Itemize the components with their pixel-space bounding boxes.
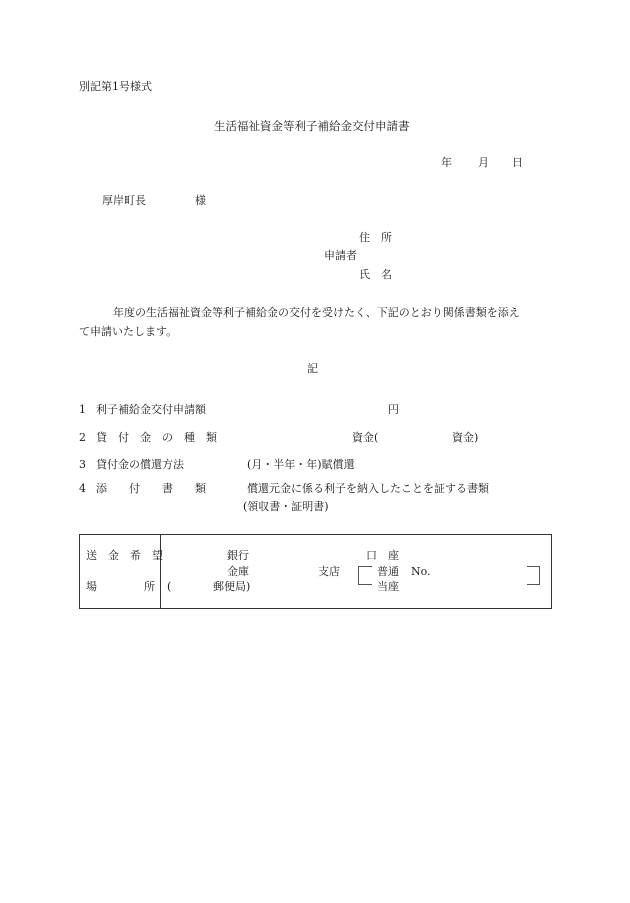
item-2-label: 貸 付 金 の 種 類	[96, 431, 217, 444]
account-type-bracket-left	[358, 566, 372, 585]
ki-heading: 記	[307, 362, 318, 375]
item-2-value-b: 資金)	[452, 431, 479, 444]
item-4-label: 添 付 書 類	[96, 482, 206, 495]
item-2-no: 2	[79, 431, 86, 444]
addressee-name: 厚岸町長	[102, 194, 146, 207]
body-text-line2: て申請いたします。	[79, 325, 178, 338]
item-4-no: 4	[79, 482, 86, 495]
remit-label-line2-a: 場	[86, 580, 97, 593]
item-2-value-a: 資金(	[352, 431, 379, 444]
remittance-table	[79, 534, 552, 609]
item-4-value2: (領収書・証明書)	[243, 500, 329, 513]
remit-futsu: 普通	[377, 565, 399, 578]
remit-account-label: 口 座	[366, 549, 399, 562]
item-1-value: 円	[388, 403, 399, 416]
item-1-no: 1	[79, 403, 86, 416]
remittance-table-divider	[160, 534, 161, 609]
remit-no-label: No.	[411, 565, 431, 578]
date-month: 月	[478, 156, 489, 169]
remit-paren-open: (	[167, 580, 172, 593]
applicant-name-label: 氏 名	[359, 268, 392, 281]
remit-bank: 銀行	[227, 549, 249, 562]
remit-shinkin: 金庫	[227, 565, 249, 578]
remit-label-line1: 送 金 希 望	[86, 549, 163, 562]
account-number-bracket-right	[527, 566, 540, 585]
item-4-value: 償還元金に係る利子を納入したことを証する書類	[247, 482, 489, 495]
remit-touza: 当座	[377, 580, 399, 593]
remit-branch: 支店	[318, 565, 340, 578]
applicant-label: 申請者	[324, 249, 357, 262]
date-year: 年	[441, 156, 452, 169]
item-3-no: 3	[79, 458, 86, 471]
item-3-label: 貸付金の償還方法	[96, 458, 184, 471]
addressee-honorific: 様	[195, 194, 206, 207]
item-1-label: 利子補給金交付申請額	[96, 403, 206, 416]
body-text-line1: 年度の生活福祉資金等利子補給金の交付を受けたく、下記のとおり関係書類を添え	[113, 306, 520, 319]
item-3-value: (月・半年・年)賦償還	[247, 458, 355, 471]
document-title: 生活福祉資金等利子補給金交付申請書	[214, 119, 410, 133]
remit-label-line2-b: 所	[144, 580, 155, 593]
applicant-address-label: 住 所	[359, 231, 392, 244]
remit-post-office: 郵便局)	[213, 580, 251, 593]
form-label: 別記第1号様式	[79, 80, 152, 93]
date-day: 日	[512, 156, 523, 169]
